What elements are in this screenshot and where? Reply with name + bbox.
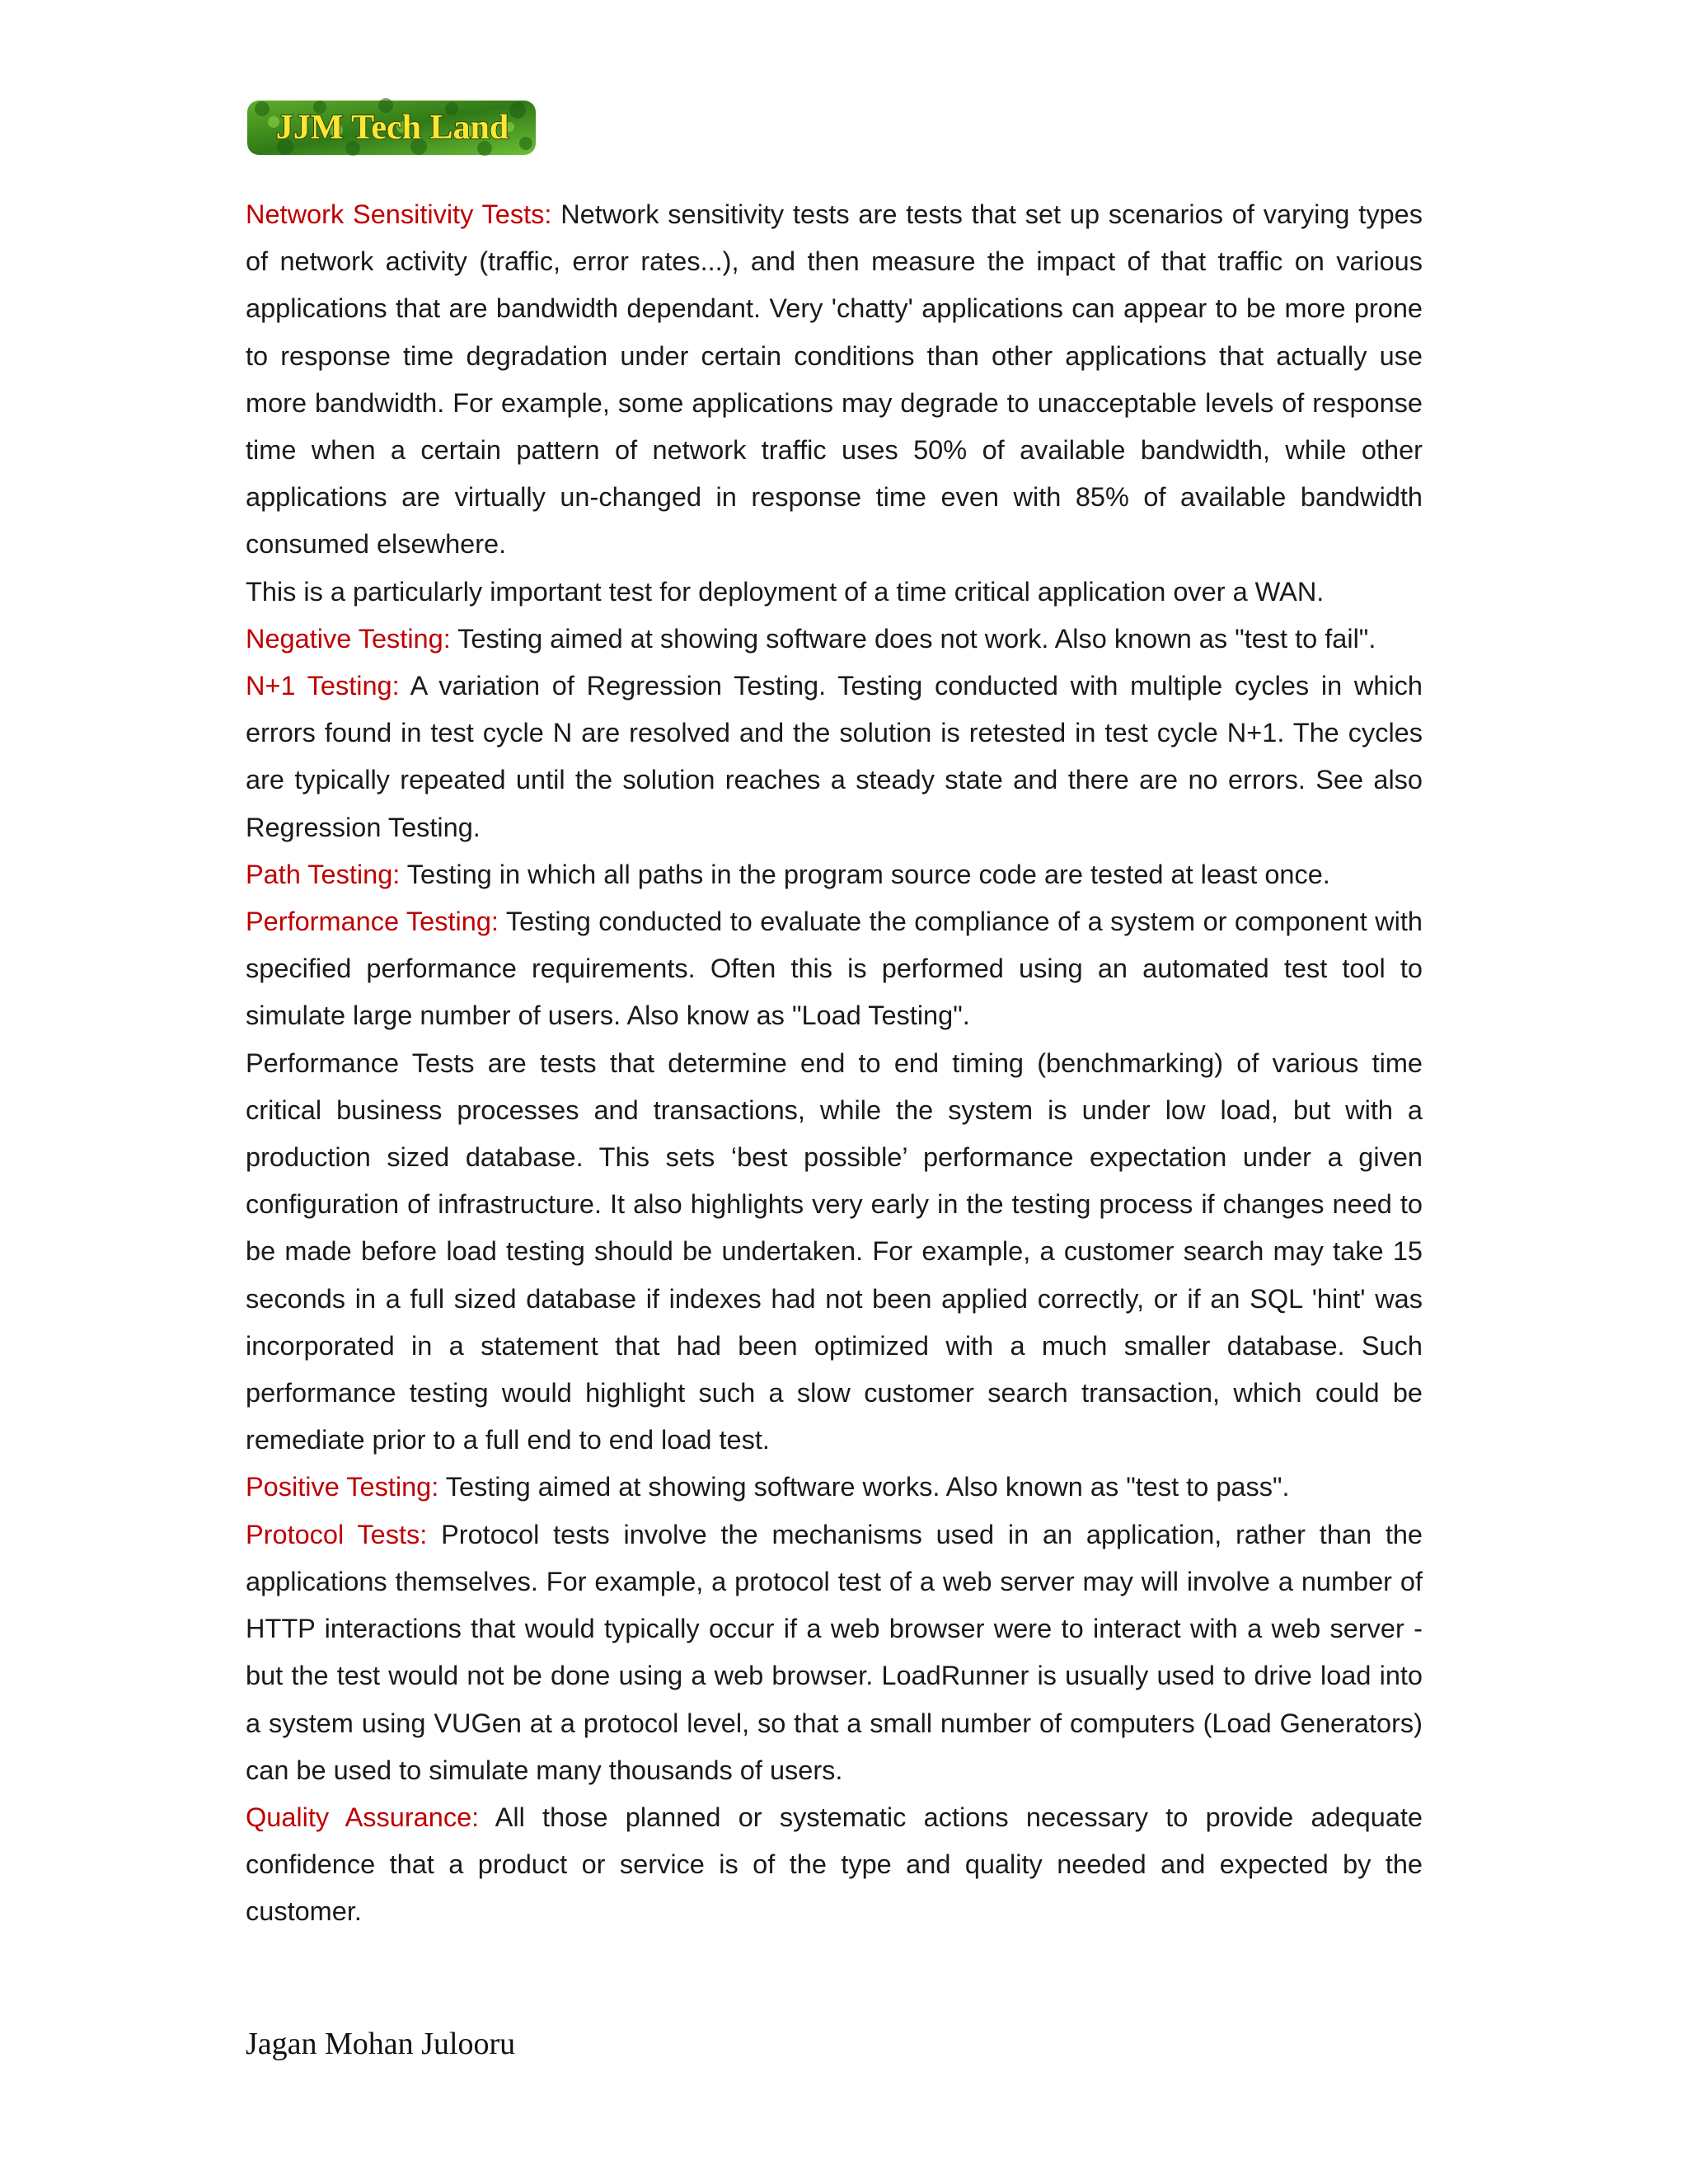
glossary-content — [246, 191, 1423, 1936]
definition-text: Testing in which all paths in the program source code are tested at least once. — [406, 859, 1330, 889]
logo-text: JJM Tech Land — [275, 109, 509, 147]
definition-text: Performance Tests are tests that determine end to end timing (benchmarking) of various time critical business processes and transactions, while the system is under low load, but with a production sized database. This sets ‘best possible’ performance expectation under a given configuration of infrastructure. It also highlights very early in the testing process if changes need to be made before load testing should be undertaken. For example, a customer search may take 15 seconds in a full sized database if indexes had not been applied correctly, or if an SQL 'hint' was incorporated in a statement that had been optimized with a much smaller database. Such performance testing would highlight such a slow customer search transaction, which could be remediate prior to a full end to end load test. — [246, 1047, 1423, 1455]
term-label: Protocol Tests: — [246, 1519, 428, 1549]
footer-author: Jagan Mohan Julooru — [246, 2027, 516, 2061]
entry-protocol-tests — [246, 1511, 1423, 1794]
definition-text: This is a particularly important test for deployment of a time critical application over a WAN. — [246, 576, 1325, 607]
term-label: Quality Assurance: — [246, 1802, 480, 1832]
definition-text: Network sensitivity tests are tests that set up scenarios of varying types of network activity (traffic, error rates...), and then measure the impact of that traffic on various applications that are bandwidth dependant. Very 'chatty' applications can appear to be more prone to response time degradation under certain conditions than other applications that actually use more bandwidth. For example, some applications may degrade to unacceptable levels of response time when a certain pattern of network traffic uses 50% of available bandwidth, while other applications are virtually un-changed in response time even with 85% of available bandwidth consumed elsewhere. — [246, 199, 1423, 560]
entry-performance-tests-note — [246, 1040, 1423, 1465]
definition-text: All those planned or systematic actions necessary to provide adequate confidence that a product or service is of the type and quality needed and expected by the customer. — [246, 1802, 1423, 1927]
logo — [246, 97, 539, 162]
term-label: Negative Testing: — [246, 623, 451, 654]
entry-path-testing — [246, 851, 1423, 898]
term-label: Performance Testing: — [246, 907, 499, 937]
definition-text: Testing aimed at showing software does not work. Also known as "test to fail". — [457, 623, 1376, 654]
entry-performance-testing — [246, 898, 1423, 1040]
term-label: Network Sensitivity Tests: — [246, 199, 552, 229]
entry-wan-note — [246, 569, 1423, 616]
term-label: Path Testing: — [246, 859, 401, 889]
entry-network-sensitivity-tests — [246, 191, 1423, 569]
definition-text: Testing aimed at showing software works. Also known as "test to pass". — [445, 1472, 1290, 1502]
entry-n-plus-1-testing — [246, 663, 1423, 851]
definition-text: Testing conducted to evaluate the compliance of a system or component with specified performance requirements. Often this is performed using an automated test tool to simulate large number of users. Also know as "Load Testing". — [246, 907, 1423, 1031]
term-label: Positive Testing: — [246, 1472, 439, 1502]
term-label: N+1 Testing: — [246, 671, 400, 701]
entry-negative-testing — [246, 616, 1423, 663]
definition-text: A variation of Regression Testing. Testing conducted with multiple cycles in which errors found in test cycle N are resolved and the solution is retested in test cycle N+1. The cycles are typically repeated until the solution reaches a steady state and there are no errors. See also Regression Testing. — [246, 671, 1423, 842]
entry-positive-testing — [246, 1464, 1423, 1511]
entry-quality-assurance — [246, 1794, 1423, 1936]
definition-text: Protocol tests involve the mechanisms used in an application, rather than the applications themselves. For example, a protocol test of a web server may will involve a number of HTTP interactions that would typically occur if a web browser were to interact with a web server - but the test would not be done using a web browser. LoadRunner is usually used to drive load into a system using VUGen at a protocol level, so that a small number of computers (Load Generators) can be used to simulate many thousands of users. — [246, 1519, 1423, 1785]
